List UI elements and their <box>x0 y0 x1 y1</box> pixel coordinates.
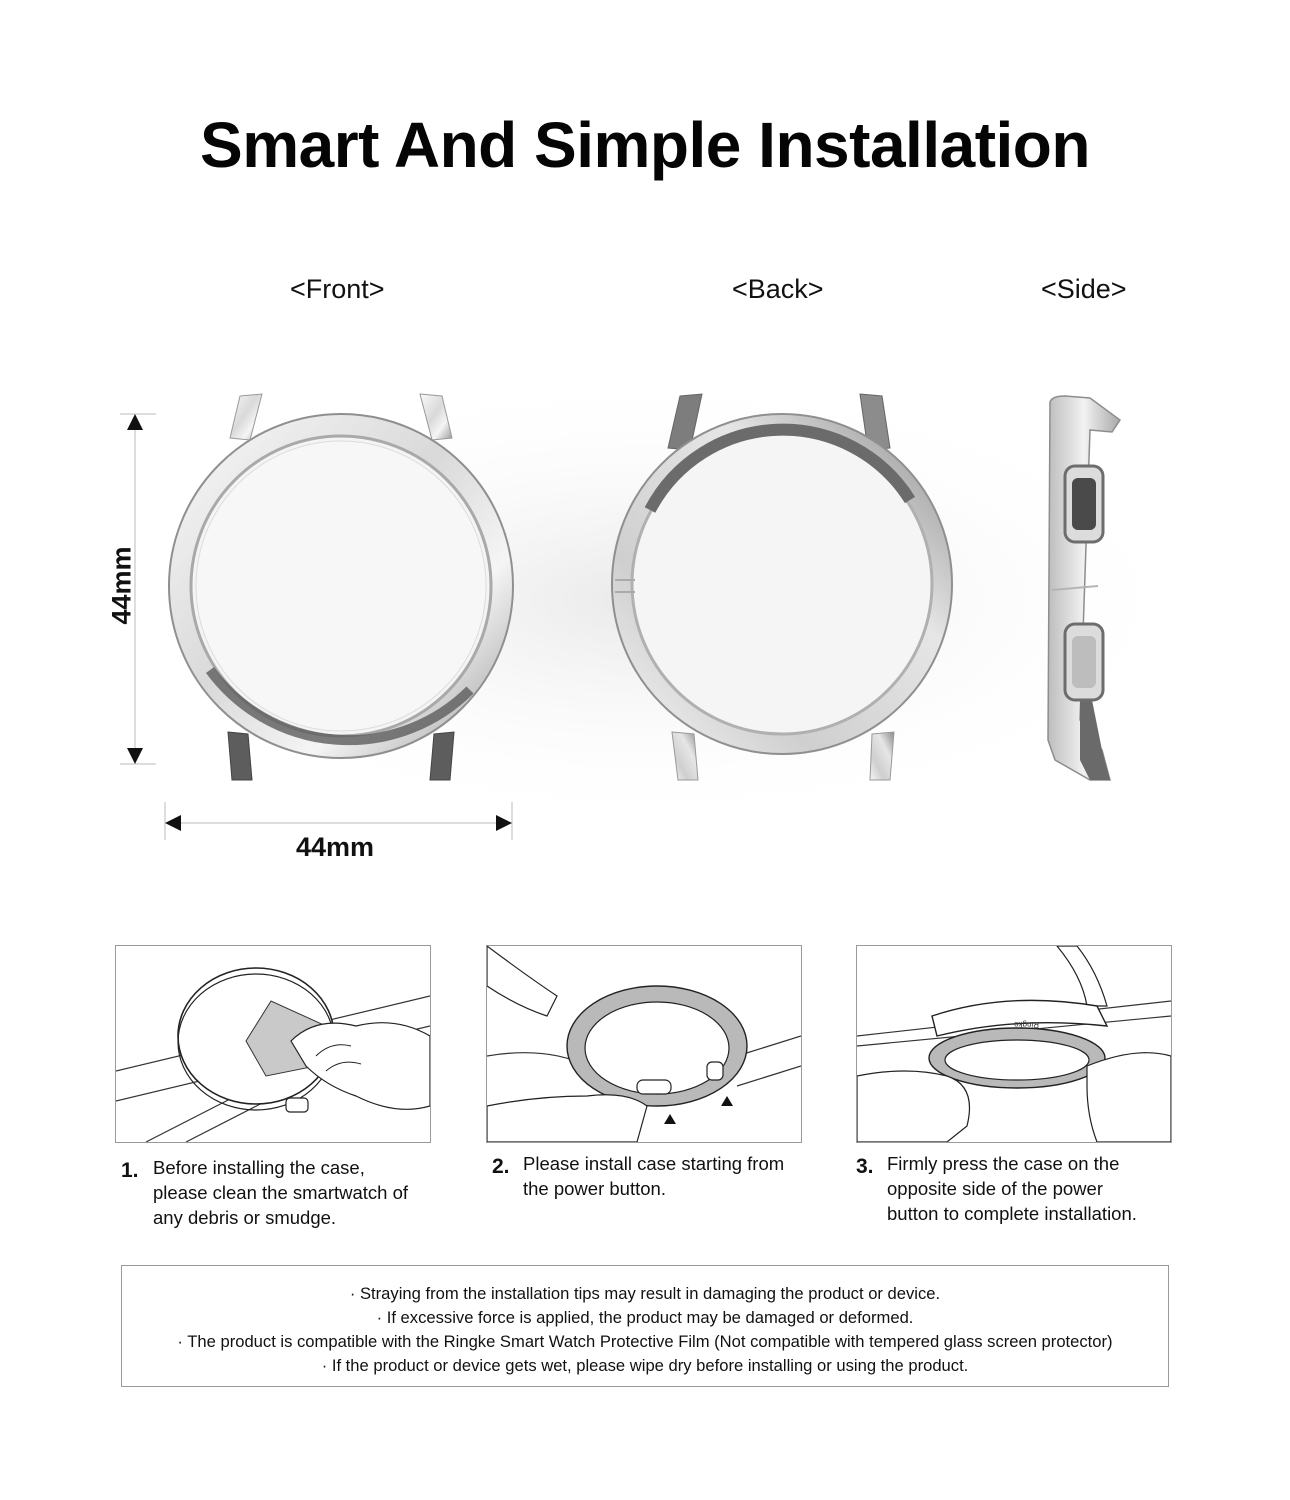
product-views-illustration <box>90 340 1240 900</box>
installation-steps <box>0 945 1290 1245</box>
height-dimension-label: 44mm <box>106 546 137 625</box>
back-view-label: <Back> <box>732 274 824 304</box>
step-3-number: 3. <box>856 1155 874 1178</box>
step-1-number: 1. <box>121 1159 139 1182</box>
side-view-label: <Side> <box>1041 274 1127 304</box>
product-mark: Ringke <box>1014 1020 1039 1029</box>
front-view-label: <Front> <box>290 274 385 304</box>
step-1-illustration <box>115 945 431 1143</box>
note-line: · Straying from the installation tips may result in damaging the product or device. <box>349 1284 941 1303</box>
step-2-text: Please install case starting from the power button. <box>523 1153 785 1199</box>
caution-notes-box <box>121 1265 1169 1387</box>
width-dimension-label: 44mm <box>296 832 375 862</box>
step-3-illustration <box>856 945 1172 1143</box>
note-line: · If excessive force is applied, the product may be damaged or deformed. <box>376 1308 914 1327</box>
page-title: Smart And Simple Installation <box>200 109 1090 181</box>
step-1-text: Before installing the case, please clean the smartwatch of any debris or smudge. <box>153 1157 409 1228</box>
step-3-text: Firmly press the case on the opposite side of the power button to complete installation. <box>887 1153 1137 1224</box>
step-2-illustration <box>486 945 802 1143</box>
note-line: · The product is compatible with the Ringke Smart Watch Protective Film (Not compatible with tempered glass screen protector) <box>177 1332 1113 1351</box>
note-line: · If the product or device gets wet, please wipe dry before installing or using the product. <box>321 1356 969 1375</box>
step-2-number: 2. <box>492 1155 510 1178</box>
